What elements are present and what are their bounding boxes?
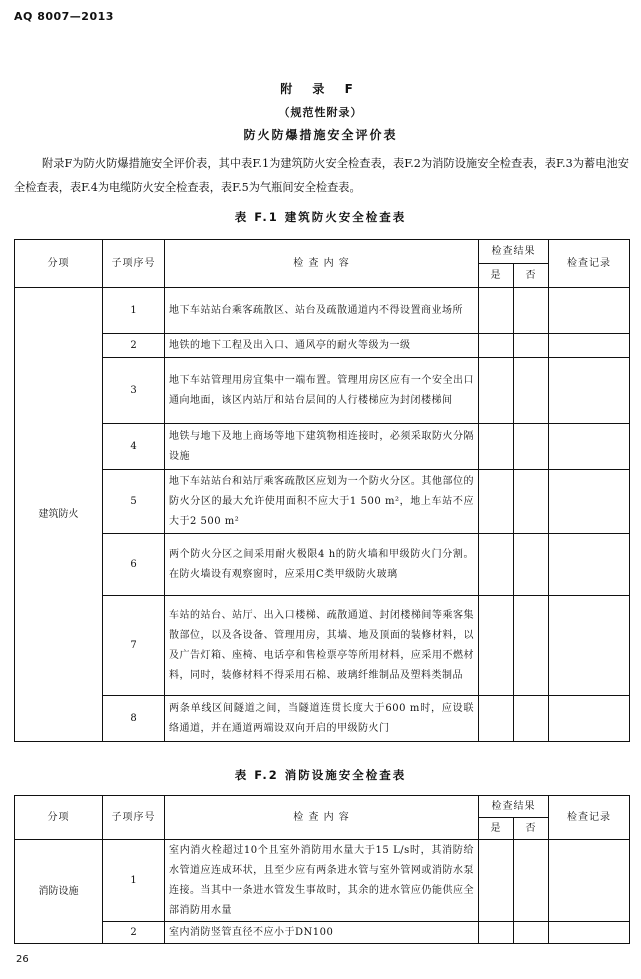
yes-cell (479, 288, 514, 334)
no-cell (514, 358, 549, 424)
col-header-sub-no: 子项序号 (103, 240, 165, 288)
yes-cell (479, 922, 514, 944)
yes-cell (479, 534, 514, 596)
table-f2 (14, 795, 630, 944)
table-row (15, 288, 630, 334)
col-header-record: 检查记录 (549, 796, 630, 840)
content-cell: 地下车站管理用房宜集中一端布置。管理用房区应有一个安全出口通向地面，该区内站厅和站台层间的人行楼梯应为封闭楼梯间 (165, 358, 479, 424)
yes-cell (479, 696, 514, 742)
category-cell: 建筑防火 (15, 288, 103, 742)
page-number: 26 (16, 954, 29, 965)
no-cell (514, 288, 549, 334)
col-header-no: 否 (514, 264, 549, 288)
col-header-yes: 是 (479, 818, 514, 840)
content-cell: 两条单线区间隧道之间，当隧道连贯长度大于600 m时，应设联络通道，并在通道两端设双向开启的甲级防火门 (165, 696, 479, 742)
record-cell (549, 922, 630, 944)
yes-cell (479, 358, 514, 424)
content-cell: 室内消火栓超过10个且室外消防用水量大于15 L/s时，其消防给水管道应连成环状，且至少应有两条进水管与室外管网或消防水泵连接。当其中一条进水管发生事故时，其余的进水管应仍能供应全部消防用水量 (165, 840, 479, 922)
table-f2-caption: 表 F.2 消防设施安全检查表 (234, 768, 407, 782)
sub-no-cell: 1 (103, 288, 165, 334)
col-header-content: 检 查 内 容 (165, 796, 479, 840)
table-f1-caption: 表 F.1 建筑防火安全检查表 (234, 210, 407, 224)
appendix-title: 附 录 F (280, 82, 361, 96)
table-row (15, 334, 630, 358)
yes-cell (479, 596, 514, 696)
record-cell (549, 840, 630, 922)
appendix-heading: 防火防爆措施安全评价表 (243, 128, 398, 142)
col-header-category: 分项 (15, 796, 103, 840)
no-cell (514, 596, 549, 696)
yes-cell (479, 334, 514, 358)
category-cell: 消防设施 (15, 840, 103, 944)
no-cell (514, 424, 549, 470)
standard-code-header: AQ 8007—2013 (14, 10, 114, 23)
no-cell (514, 470, 549, 534)
table-row (15, 470, 630, 534)
sub-no-cell: 4 (103, 424, 165, 470)
col-header-record: 检查记录 (549, 240, 630, 288)
record-cell (549, 596, 630, 696)
sub-no-cell: 6 (103, 534, 165, 596)
content-cell: 地铁的地下工程及出入口、通风亭的耐火等级为一级 (165, 334, 479, 358)
record-cell (549, 534, 630, 596)
sub-no-cell: 1 (103, 840, 165, 922)
yes-cell (479, 424, 514, 470)
sub-no-cell: 8 (103, 696, 165, 742)
col-header-sub-no: 子项序号 (103, 796, 165, 840)
no-cell (514, 696, 549, 742)
sub-no-cell: 2 (103, 334, 165, 358)
col-header-yes: 是 (479, 264, 514, 288)
record-cell (549, 424, 630, 470)
record-cell (549, 288, 630, 334)
yes-cell (479, 840, 514, 922)
table-row (15, 534, 630, 596)
col-header-category: 分项 (15, 240, 103, 288)
col-header-content: 检 查 内 容 (165, 240, 479, 288)
sub-no-cell: 3 (103, 358, 165, 424)
content-cell: 地铁与地下及地上商场等地下建筑物相连接时，必须采取防火分隔设施 (165, 424, 479, 470)
intro-paragraph: 附录F为防火防爆措施安全评价表，其中表F.1为建筑防火安全检查表，表F.2为消防设施安全检查表，表F.3为蓄电池安全检查表，表F.4为电缆防火安全检查表，表F.5为气瓶间安全检查表。 (14, 157, 629, 194)
content-cell: 地下车站站台乘客疏散区、站台及疏散通道内不得设置商业场所 (165, 288, 479, 334)
appendix-subtitle: （规范性附录） (278, 106, 363, 119)
table-row (15, 840, 630, 922)
col-header-result: 检查结果 (479, 240, 549, 264)
table-row (15, 358, 630, 424)
content-cell: 两个防火分区之间采用耐火极限4 h的防火墙和甲级防火门分割。在防火墙设有观察窗时，应采用C类甲级防火玻璃 (165, 534, 479, 596)
table-row (15, 596, 630, 696)
record-cell (549, 358, 630, 424)
table-row (15, 424, 630, 470)
col-header-result: 检查结果 (479, 796, 549, 818)
record-cell (549, 696, 630, 742)
record-cell (549, 470, 630, 534)
yes-cell (479, 470, 514, 534)
content-cell: 车站的站台、站厅、出入口楼梯、疏散通道、封闭楼梯间等乘客集散部位，以及各设备、管理用房，其墙、地及顶面的装修材料，以及广告灯箱、座椅、电话亭和售检票亭等所用材料，应采用不燃材料，同时，装修材料不得采用石棉、玻璃纤维制品及塑料类制品 (165, 596, 479, 696)
table-f1 (14, 239, 630, 742)
content-cell: 地下车站站台和站厅乘客疏散区应划为一个防火分区。其他部位的防火分区的最大允许使用面积不应大于1 500 m²，地上车站不应大于2 500 m² (165, 470, 479, 534)
col-header-no: 否 (514, 818, 549, 840)
content-cell: 室内消防竖管直径不应小于DN100 (165, 922, 479, 944)
record-cell (549, 334, 630, 358)
sub-no-cell: 7 (103, 596, 165, 696)
sub-no-cell: 5 (103, 470, 165, 534)
no-cell (514, 840, 549, 922)
table-row (15, 696, 630, 742)
table-row (15, 922, 630, 944)
no-cell (514, 334, 549, 358)
no-cell (514, 922, 549, 944)
sub-no-cell: 2 (103, 922, 165, 944)
no-cell (514, 534, 549, 596)
